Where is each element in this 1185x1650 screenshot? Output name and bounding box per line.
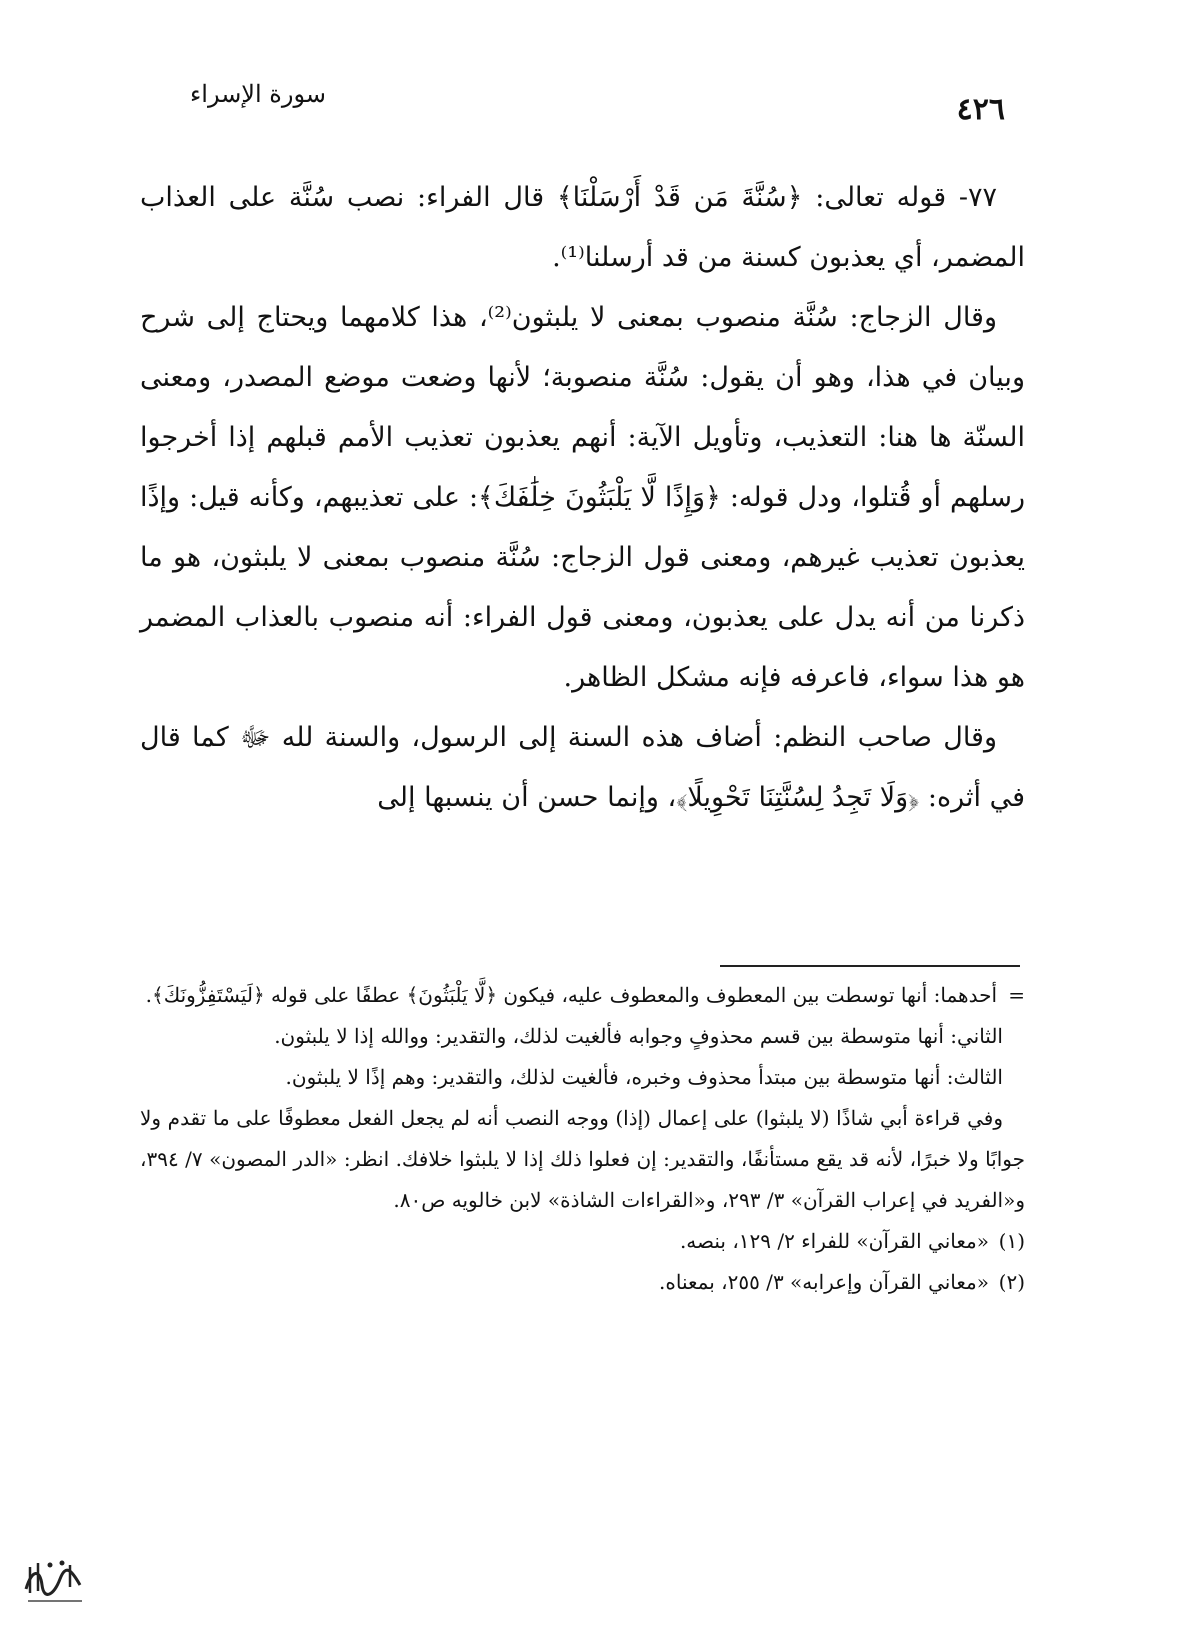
footnote-2-number: (٢) (998, 1270, 1025, 1294)
footnote-1-text: «معاني القرآن» للفراء ٢/ ١٢٩، بنصه. (679, 1229, 989, 1253)
main-paragraph-1: ٧٧- قوله تعالى: ﴿سُنَّةَ مَن قَدْ أَرْسَلْنَا﴾ قال الفراء: نصب سُنَّة على العذاب المضمر، أي يعذبون كسنة من قد أرسلنا⁽¹⁾. (140, 182, 1025, 273)
continuation-text: أحدهما: أنها توسطت بين المعطوف والمعطوف عليه، فيكون ﴿لَّا يَلْبَثُونَ﴾ عطفًا على قوله ﴿لَيَسْتَفِزُّونَكَ﴾. (145, 983, 997, 1007)
main-text (140, 168, 1025, 828)
footnote-2-text: «معاني القرآن وإعرابه» ٣/ ٢٥٥، بمعناه. (659, 1270, 989, 1294)
main-paragraph-3: وقال صاحب النظم: أضاف هذه السنة إلى الرسول، والسنة لله ﷻ كما قال في أثره: ﴿وَلَا تَجِدُ لِسُنَّتِنَا تَحْوِيلًا﴾، وإنما حسن أن ينسبها إلى (140, 722, 1025, 813)
running-title: سورة الإسراء (190, 80, 326, 108)
footnotes-section (140, 975, 1025, 1303)
page-number: ٤٢٦ (956, 92, 1005, 127)
footnote-1-number: (١) (998, 1229, 1025, 1253)
publisher-logo-icon (20, 1555, 90, 1607)
page-header (160, 80, 1005, 130)
footnote-1 (140, 1221, 1025, 1262)
footnote-2 (140, 1262, 1025, 1303)
footnote-separator (720, 965, 1020, 967)
footnote-paragraph-second: الثاني: أنها متوسطة بين قسم محذوفٍ وجوابه فألغيت لذلك، والتقدير: ووالله إذا لا يلبثون. (274, 1024, 1003, 1048)
footnote-paragraph-reading: وفي قراءة أبي شاذًا (لا يلبثوا) على إعمال (إذا) ووجه النصب أنه لم يجعل الفعل معطوفًا على ما تقدم ولا جوابًا ولا خبرًا، لأنه قد يقع مستأنفًا، والتقدير: إن فعلوا ذلك إذا لا يلبثوا خلافك. انظر: «الدر المصون» ٧/ ٣٩٤، و«الفريد في إعراب القرآن» ٣/ ٢٩٣، و«القراءات الشاذة» لابن خالويه ص٨٠. (140, 1106, 1025, 1212)
footnote-paragraph-third: الثالث: أنها متوسطة بين مبتدأ محذوف وخبره، فألغيت لذلك، والتقدير: وهم إذًا لا يلبثون. (285, 1065, 1003, 1089)
main-paragraph-2: وقال الزجاج: سُنَّة منصوب بمعنى لا يلبثون⁽²⁾، هذا كلامهما ويحتاج إلى شرح وبيان في هذا، وهو أن يقول: سُنَّة منصوبة؛ لأنها وضعت موضع المصدر، ومعنى السنّة ها هنا: التعذيب، وتأويل الآية: أنهم يعذبون تعذيب الأمم قبلهم إذا أخرجوا رسلهم أو قُتلوا، ودل قوله: ﴿وَإِذًا لَّا يَلْبَثُونَ خِلَٰفَكَ﴾: على تعذيبهم، وكأنه قيل: وإذًا يعذبون تعذيب غيرهم، ومعنى قول الزجاج: سُنَّة منصوب بمعنى لا يلبثون، هو ما ذكرنا من أنه يدل على يعذبون، ومعنى قول الفراء: أنه منصوب بالعذاب المضمر هو هذا سواء، فاعرفه فإنه مشكل الظاهر. (140, 302, 1025, 693)
continuation-mark: = (1008, 983, 1025, 1007)
footnote-continuation (140, 975, 1025, 1016)
